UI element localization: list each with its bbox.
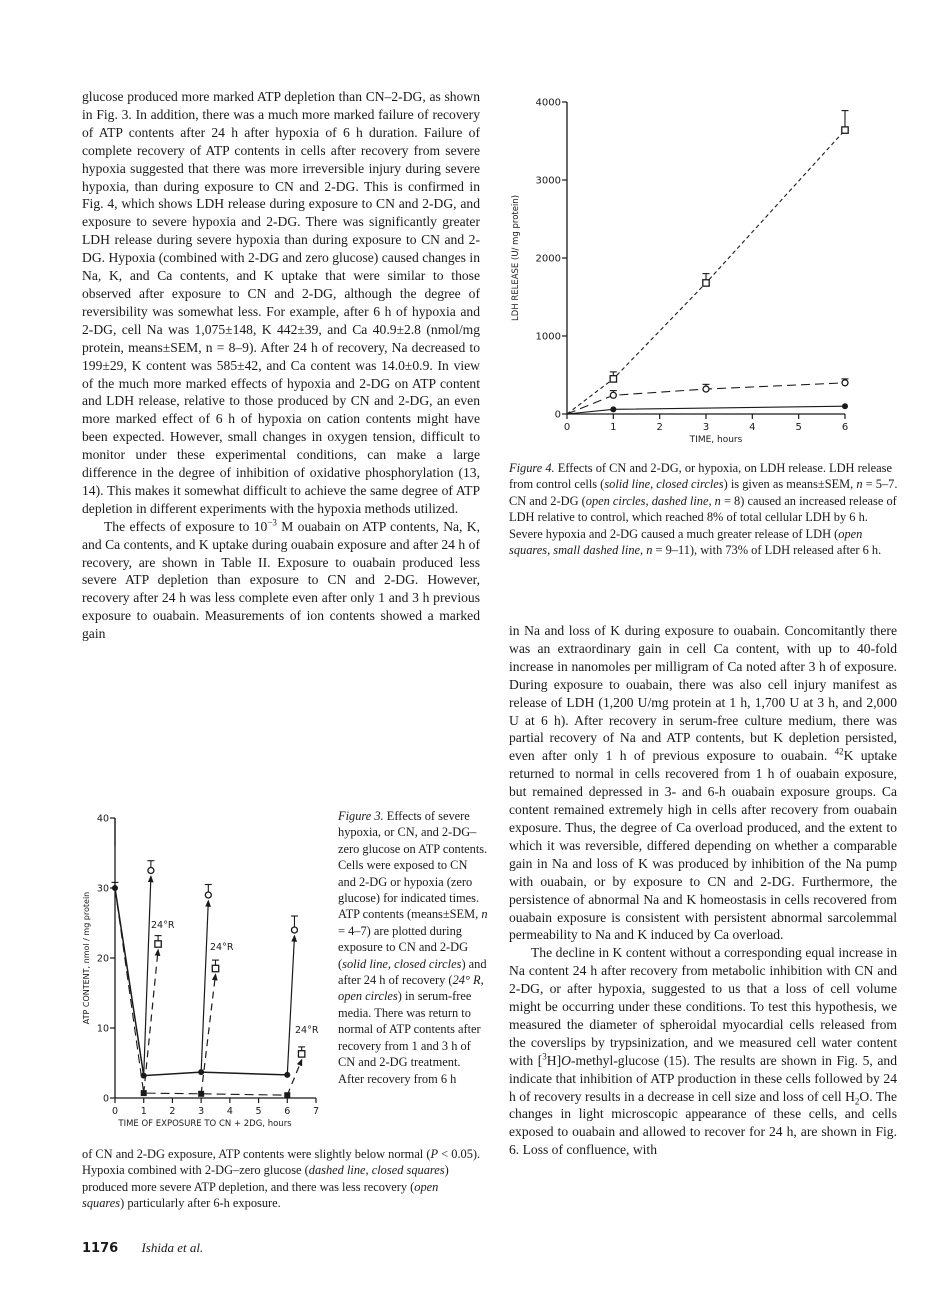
x-tick-label: 0 [111,1106,119,1117]
closed-circle-marker [141,1073,147,1079]
recovery-annotation: 24°R [295,1025,319,1036]
recovery-arrow [201,901,208,1072]
closed-circle-marker [284,1072,290,1078]
open-circle-marker [703,386,709,392]
figure-3-plot-area [82,814,319,1130]
x-tick-label: 3 [198,1106,205,1117]
recovery-annotation: 24°R [210,942,234,953]
page-footer [82,1240,203,1256]
closed-circle-marker [610,406,616,412]
open-square-marker [842,127,848,133]
x-tick-label: 2 [169,1106,176,1117]
open-square-marker [703,280,709,286]
open-circle-marker [291,927,297,933]
x-tick-label: 3 [702,422,710,433]
x-tick-label: 6 [284,1106,291,1117]
paragraph: The decline in K content without a corresponding equal increase in Na content 24 h after recovery from metabolic inhibition with CN and 2-DG, or after hypoxia, suggested to us that a loss of cell volume might be occurring under these conditions. To test this hypothesis, we measured the diameter of spheroidal myocardial cells released from the coverslips by trypsinization, and we measured cell water content with [$^3$H]O-methyl-glucose (15). The results are shown in Fig. 5, and indicate that inhibition of ATP production in these cells followed by 24 h of recovery results in a decrease in cell size and loss of cell $H_2O$. The changes in light microscopic appearance of these cells, and cells exposed to ouabain and allowed to recover for 24 h, are shown in Fig. 6. Loss of confluence, with [509,945,897,1158]
x-tick-label: 5 [255,1106,262,1117]
right-column-text [509,622,897,1159]
running-authors: Ishida et al. [141,1240,204,1255]
x-tick-label: 0 [563,422,571,433]
open-square-marker [155,941,161,947]
page-number: 1176 [82,1241,119,1256]
recovery-arrow [144,877,151,1076]
y-tick-label: 30 [96,883,109,895]
series-line [115,888,287,1076]
figure-3-caption: Figure 3. Effects of severe hypoxia, or CN, and 2-DG–zero glucose on ATP contents. Cells were exposed to CN and 2-DG or hypoxia (zero glucose) for indicated times. ATP contents (means±SEM, n = 4–7) are plotted during exposure to CN and 2-DG (solid line, closed circles) and after 24 h of recovery (24° R, open circles) in serum-free media. There was return to normal of ATP contents after recovery from 1 and 3 h of CN and 2-DG treatment. After recovery from 6 h [338,809,488,1086]
closed-circle-marker [842,403,848,409]
closed-circle-marker [198,1069,204,1075]
y-axis-label: ATP CONTENT, nmol / mg protein [82,891,91,1025]
x-axis-label: TIME, hours [689,435,743,445]
open-square-marker [298,1051,304,1057]
closed-circle-marker [112,885,118,891]
series-line [567,130,845,414]
y-tick-label: 0 [554,409,561,421]
closed-square-marker [198,1091,204,1097]
paragraph: The effects of exposure to $10^{-3}$ M ouabain on ATP contents, Na, K, and Ca contents, and K uptake during ouabain exposure and after 24 h of recovery, are shown in Table II. Exposure to ouabain produced less severe ATP depletion than exposure to CN and 2-DG. However, recovery after 24 h was less complete even after only 1 and 3 h previous exposure to ouabain. Measurements of ion contents showed a marked gain [82,517,480,642]
x-tick-label: 4 [226,1106,233,1117]
recovery-arrow [287,936,294,1075]
closed-square-marker [141,1090,147,1096]
open-square-marker [610,376,616,382]
figure-3-chart [80,800,335,1145]
figure-4-caption: Figure 4. Effects of CN and 2-DG, or hypoxia, on LDH release. LDH release from control cells (solid line, closed circles) is given as means±SEM, n = 5–7. CN and 2-DG (open circles, dashed line, n = 8) caused an increased release of LDH relative to control, which reached 8% of total cellular LDH by 6 h. Severe hypoxia and 2-DG caused a much greater release of LDH (open squares, small dashed line, n = 9–11), with 73% of LDH released after 6 h. [509,461,898,558]
y-tick-label: 0 [102,1093,109,1105]
open-circle-marker [148,868,154,874]
recovery-arrow [287,1060,301,1095]
y-tick-label: 4000 [535,97,561,109]
open-circle-marker [842,380,848,386]
x-tick-label: 7 [312,1106,320,1117]
x-tick-label: 1 [610,422,617,433]
x-tick-label: 6 [841,422,849,433]
y-tick-label: 10 [96,1023,109,1035]
left-column-text [82,88,480,643]
open-square-marker [212,965,218,971]
x-tick-label: 2 [656,422,663,433]
x-tick-label: 1 [140,1106,147,1117]
y-tick-label: 2000 [535,253,561,265]
open-circle-marker [205,892,211,898]
open-circle-marker [610,392,616,398]
recovery-annotation: 24°R [151,920,175,931]
paragraph: glucose produced more marked ATP depletion than CN–2-DG, as shown in Fig. 3. In addition, there was a much more marked failure of recovery of ATP contents after 24 h after hypoxia of 6 h duration. Failure of complete recovery of ATP contents in cells after recovery from severe hypoxia suggested that there was more irreversible injury during severe hypoxia, than during exposure to CN and 2-DG. This is confirmed in Fig. 4, which shows LDH release during exposure to CN and 2-DG, and exposure to severe hypoxia and 2-DG. There was significantly greater LDH release during severe hypoxia than during exposure to CN and 2-DG. Hypoxia (combined with 2-DG and zero glucose) caused changes in Na, K, and Ca contents, and K uptake that were similar to those observed after exposure to CN and 2-DG, although the degree of reversibility was somewhat less. For example, after 6 h of hypoxia and 2-DG, cell Na was 1,075±148, K 442±39, and Ca 40.9±2.8 (nmol/mg protein, means±SEM, n = 8–9). After 24 h of recovery, Na decreased to 199±29, K content was 585±42, and Ca content was 14.0±0.9. In view of the much more marked effects of hypoxia and 2-DG on ATP content and LDH release, relative to those produced by CN and 2-DG, an even more marked effect of 6 h of hypoxia on cation contents might have been expected. However, small changes in oxygen tension, difficult to monitor under these experimental conditions, can make a large difference in the degree of inhibition of oxidative phosphorylation (13, 14). This makes it somewhat difficult to achieve the same degree of ATP depletion in different experiments with the hypoxia methods utilized. [82,89,480,516]
x-tick-label: 5 [795,422,802,433]
figure-3-caption-continued: of CN and 2-DG exposure, ATP contents were slightly below normal (P < 0.05). Hypoxia combined with 2-DG–zero glucose (dashed line, closed squares) produced more severe ATP depletion, and there was less recovery (open squares) particularly after 6-h exposure. [82,1147,481,1211]
figure-4-chart [500,88,880,458]
y-axis-label: LDH RELEASE (U/ mg protein) [511,194,521,322]
y-tick-label: 40 [96,813,109,825]
series-line [567,406,845,414]
y-tick-label: 20 [96,953,109,965]
closed-square-marker [284,1092,290,1098]
y-tick-label: 1000 [535,331,561,343]
y-tick-label: 3000 [535,175,561,187]
x-tick-label: 4 [749,422,756,433]
paragraph: in Na and loss of K during exposure to ouabain. Concomitantly there was an extraordinary gain in cell Ca content, with up to 40-fold increase in nanomoles per milligram of Ca noted after 3 h of exposure. During exposure to ouabain, there was also cell injury manifest as release of LDH (1,200 U/mg protein at 1 h, 1,700 U at 3 h, and 2,000 U at 6 h). After recovery in serum-free culture medium, there was partial recovery of Na and ATP contents, but K depletion persisted, even after only 1 h of previous exposure to ouabain. $^{42}$K uptake returned to normal in cells recovered from 1 h of ouabain exposure, but remained depressed in 3- and 6-h ouabain exposure groups. Ca content remained extremely high in cells after recovery from ouabain exposure. Thus, the degree of Ca overload produced, and the extent to which it was reversible, differed depending on whether a comparable gain in Na and loss of K was produced by inhibition of the Na pump with ouabain, or by exposure to CN and 2-DG. Furthermore, the persistence of abnormal Na and K homeostasis in cells recovered from ouabain exposure is consistent with persistent abnormal sarcolemmal permeability to Na and K induced by Ca overload. [509,623,897,943]
x-axis-label: TIME OF EXPOSURE TO CN + 2DG, hours [118,1119,292,1129]
figure-4-plot-area [511,98,849,446]
